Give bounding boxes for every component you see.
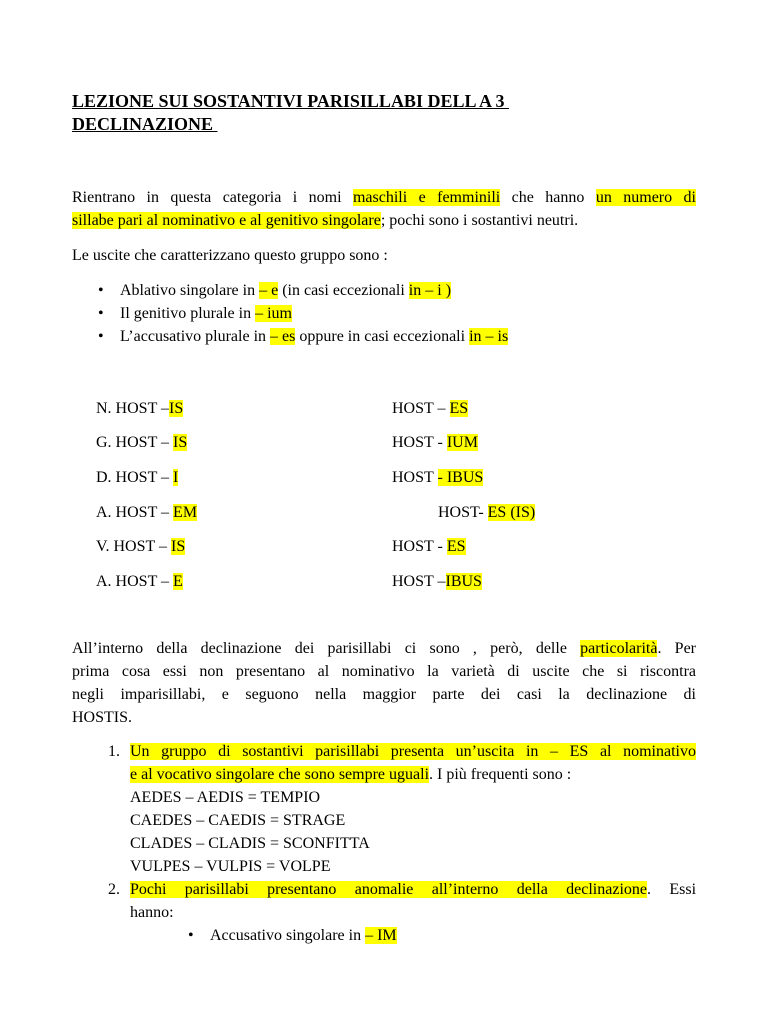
item-highlight: e al vocativo singolare che sono sempre uguali bbox=[130, 766, 430, 783]
decl-plural-row bbox=[392, 570, 482, 593]
decl-plural-row bbox=[392, 535, 466, 558]
case-label: V. HOST – bbox=[96, 538, 171, 555]
case-ending: ES bbox=[446, 538, 466, 555]
bullet-text: oppure in casi eccezionali bbox=[295, 328, 470, 345]
bullet-highlight: – e bbox=[259, 282, 279, 299]
para-line: HOSTIS. bbox=[72, 709, 133, 726]
intro-line-1 bbox=[72, 186, 696, 209]
bullet-text: Il genitivo plurale in bbox=[120, 305, 256, 322]
intro-text: ; pochi sono i sostantivi neutri. bbox=[380, 212, 579, 229]
case-label: G. HOST – bbox=[96, 434, 174, 451]
case-label: D. HOST – bbox=[96, 469, 174, 486]
bullet-highlight: – ium bbox=[255, 305, 292, 322]
case-ending: ES (IS) bbox=[487, 504, 536, 521]
item-line bbox=[130, 740, 696, 763]
para-text: All’interno della declinazione dei parisillabi ci sono , però, delle bbox=[72, 640, 581, 657]
decl-singular-row bbox=[96, 431, 187, 454]
bullet-highlight: – es bbox=[270, 328, 296, 345]
bullet-highlight: – IM bbox=[365, 927, 397, 944]
list-item bbox=[72, 740, 696, 878]
example-line: CLADES – CLADIS = SCONFITTA bbox=[130, 835, 370, 852]
intro-text: Rientrano in questa categoria i nomi bbox=[72, 189, 353, 206]
numbered-list bbox=[72, 740, 696, 924]
intro-line-2 bbox=[72, 209, 696, 232]
page-title bbox=[72, 90, 672, 136]
item-text: . Essi bbox=[647, 881, 697, 898]
highlight-particularities: particolarità bbox=[580, 640, 658, 657]
highlight-gender: maschili e femminili bbox=[352, 189, 501, 206]
case-label: HOST – bbox=[392, 400, 450, 417]
bullet-text: L’accusativo plurale in bbox=[120, 328, 271, 345]
para-text: . Per bbox=[657, 640, 697, 657]
case-ending: IS bbox=[169, 400, 184, 417]
para-line: prima cosa essi non presentano al nominativo la varietà di uscite che si riscontra bbox=[72, 663, 696, 680]
item-highlight: Pochi parisillabi presentano anomalie all’interno della declinazione bbox=[130, 881, 647, 898]
para-line bbox=[72, 637, 696, 660]
case-label: HOST- bbox=[438, 504, 488, 521]
decl-plural-row bbox=[392, 431, 478, 454]
bullet-text: (in casi eccezionali bbox=[278, 282, 409, 299]
case-label: A. HOST – bbox=[96, 504, 174, 521]
case-ending: ES bbox=[449, 400, 469, 417]
bullet-highlight: in – i ) bbox=[408, 282, 452, 299]
intro-text: che hanno bbox=[500, 189, 596, 206]
bullet-text: Ablativo singolare in bbox=[120, 282, 260, 299]
item-line: hanno: bbox=[130, 904, 174, 921]
decl-singular-row bbox=[96, 535, 185, 558]
case-label: A. HOST – bbox=[96, 573, 174, 590]
case-ending: IS bbox=[173, 434, 188, 451]
example-line: CAEDES – CAEDIS = STRAGE bbox=[130, 812, 346, 829]
bullet-highlight: in – is bbox=[469, 328, 509, 345]
example-line: VULPES – VULPIS = VOLPE bbox=[130, 858, 331, 875]
example-line: AEDES – AEDIS = TEMPIO bbox=[130, 789, 321, 806]
title-line-2: DECLINAZIONE bbox=[72, 114, 218, 134]
endings-list bbox=[98, 279, 508, 348]
intro-paragraph bbox=[72, 186, 696, 232]
item-line bbox=[130, 763, 696, 786]
sub-bullet-item bbox=[188, 924, 397, 947]
decl-singular-row bbox=[96, 397, 183, 420]
title-line-1: LEZIONE SUI SOSTANTIVI PARISILLABI DELL A 3 bbox=[72, 91, 509, 111]
case-ending: EM bbox=[173, 504, 198, 521]
list-item bbox=[98, 325, 508, 348]
case-ending: I bbox=[173, 469, 179, 486]
item-text: . I più frequenti sono : bbox=[429, 766, 572, 783]
para-line: negli imparisillabi, e seguono nella maggior parte dei casi la declinazione di bbox=[72, 686, 696, 703]
item-highlight: Un gruppo di sostantivi parisillabi presenta un’uscita in – ES al nominativo bbox=[130, 743, 696, 760]
case-ending: IUM bbox=[446, 434, 478, 451]
decl-singular-row bbox=[96, 501, 197, 524]
case-ending: IS bbox=[170, 538, 186, 555]
decl-singular-row bbox=[96, 570, 183, 593]
case-ending: E bbox=[173, 573, 183, 590]
case-ending: IBUS bbox=[445, 573, 482, 590]
highlight-syllables: un numero di bbox=[595, 189, 697, 206]
case-label: HOST - bbox=[392, 434, 447, 451]
particularities-paragraph bbox=[72, 637, 696, 729]
uscite-intro: Le uscite che caratterizzano questo gruppo sono : bbox=[72, 247, 388, 264]
list-item bbox=[72, 878, 696, 924]
case-label: HOST – bbox=[392, 573, 446, 590]
list-item bbox=[98, 279, 508, 302]
decl-plural-row bbox=[438, 501, 535, 524]
case-label: N. HOST – bbox=[96, 400, 170, 417]
list-number: 1. bbox=[108, 743, 120, 760]
case-ending: - IBUS bbox=[437, 469, 484, 486]
item-line bbox=[130, 878, 696, 901]
decl-singular-row bbox=[96, 466, 178, 489]
case-label: HOST bbox=[392, 469, 438, 486]
case-label: HOST - bbox=[392, 538, 447, 555]
decl-plural-row bbox=[392, 466, 483, 489]
highlight-syllables-cont: sillabe pari al nominativo e al genitivo singolare bbox=[72, 212, 381, 229]
decl-plural-row bbox=[392, 397, 468, 420]
list-item bbox=[98, 302, 508, 325]
bullet-text: Accusativo singolare in bbox=[210, 927, 366, 944]
list-number: 2. bbox=[108, 881, 120, 898]
